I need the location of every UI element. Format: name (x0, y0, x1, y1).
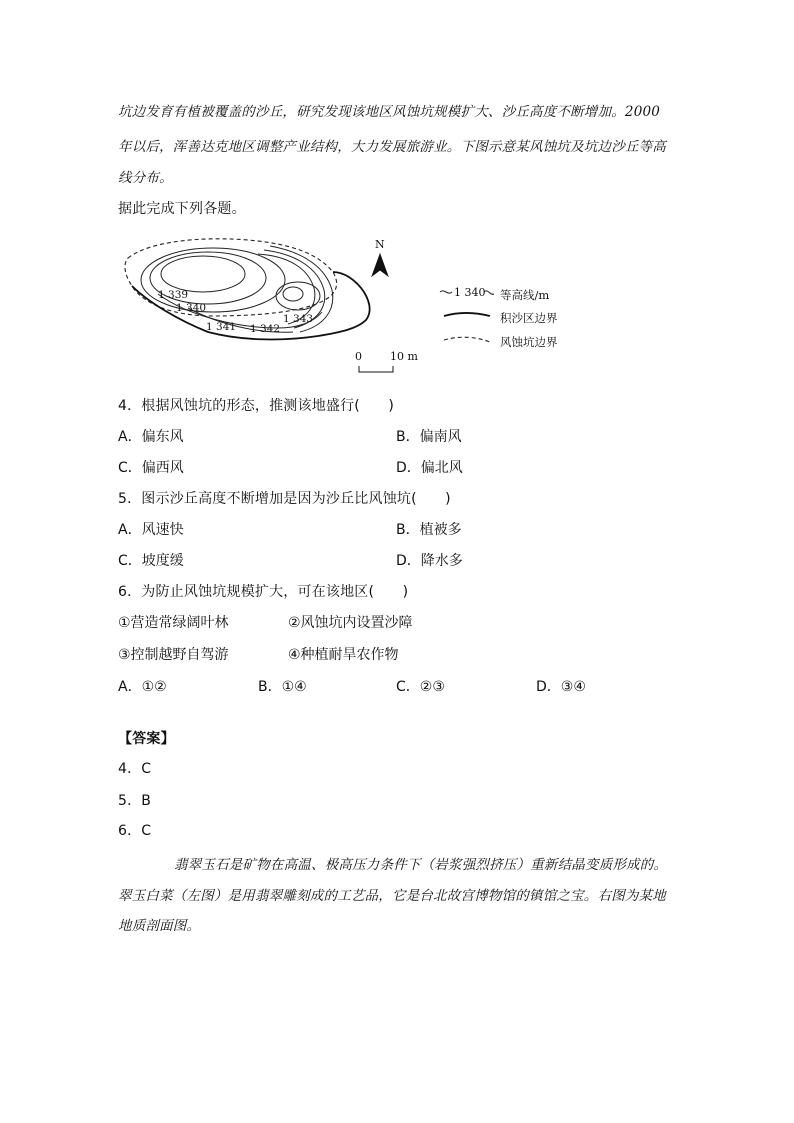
contour-line (283, 287, 303, 301)
question-6-statement-3: ③控制越野自驾游 (118, 647, 229, 663)
instruction-text: 据此完成下列各题。 (118, 201, 246, 217)
intro-line-1: 坑边发育有植被覆盖的沙丘，研究发现该地区风蚀坑规模扩大、沙丘高度不断增加。2000 (118, 104, 661, 120)
question-6-option-c[interactable]: C．②③ (396, 679, 445, 695)
contour-line (141, 248, 285, 312)
north-label: N (375, 238, 385, 251)
question-4-option-c[interactable]: C．偏西风 (118, 460, 184, 476)
contour-label: 1 341 (206, 321, 237, 333)
question-4-stem: 4．根据风蚀坑的形态，推测该地盛行( ) (118, 398, 395, 414)
scale-zero: 0 (355, 350, 362, 363)
question-4-option-a[interactable]: A．偏东风 (118, 429, 184, 445)
question-5-stem: 5．图示沙丘高度不断增加是因为沙丘比风蚀坑( ) (118, 491, 451, 507)
legend-pit-label: 风蚀坑边界 (500, 335, 558, 349)
contour-label: 1 342 (250, 323, 281, 335)
answer-item-4: 4．C (118, 761, 152, 777)
legend-contour-value: 1 340 (454, 286, 486, 299)
legend-contour-sample (484, 291, 494, 294)
question-6-option-a[interactable]: A．①② (118, 679, 167, 695)
legend-contour-label: 等高线/m (500, 288, 550, 302)
question-6-option-d[interactable]: D．③④ (536, 679, 586, 695)
answer-heading: 【答案】 (118, 731, 175, 747)
question-6-stem: 6．为防止风蚀坑规模扩大，可在该地区( ) (118, 584, 409, 600)
answer-item-5: 5．B (118, 793, 152, 809)
legend-contour-sample (440, 291, 452, 293)
legend-deposition-sample (444, 313, 490, 316)
question-6-statement-4: ④种植耐旱农作物 (288, 647, 399, 663)
next-intro-line-2: 翠玉白菜（左图）是用翡翠雕刻成的工艺品，它是台北故宫博物馆的镇馆之宝。右图为某地 (118, 888, 666, 904)
contour-map-svg (118, 232, 568, 382)
next-intro-line-1: 翡翠玉石是矿物在高温、极高压力条件下（岩浆强烈挤压）重新结晶变质形成的。 (174, 857, 668, 873)
question-5-option-c[interactable]: C．坡度缓 (118, 553, 184, 569)
contour-line (161, 256, 245, 292)
contour-label: 1 340 (176, 302, 207, 314)
legend-pit-sample (444, 337, 490, 342)
question-4-option-d[interactable]: D．偏北风 (396, 460, 463, 476)
answer-item-6: 6．C (118, 823, 152, 839)
contour-label: 1 343 (283, 313, 314, 325)
scale-bar (359, 366, 393, 372)
intro-line-2: 年以后，浑善达克地区调整产业结构，大力发展旅游业。下图示意某风蚀坑及坑边沙丘等高 (118, 139, 666, 155)
question-5-option-a[interactable]: A．风速快 (118, 522, 184, 538)
question-4-option-b[interactable]: B．偏南风 (396, 429, 462, 445)
wind-erosion-pit-contour-map (118, 232, 568, 382)
legend-deposition-label: 积沙区边界 (500, 311, 558, 325)
question-6-statement-1: ①营造常绿阔叶林 (118, 615, 229, 631)
intro-line-3: 线分布。 (118, 170, 173, 186)
contour-line (276, 282, 320, 310)
question-6-option-b[interactable]: B．①④ (258, 679, 307, 695)
north-arrow-icon (372, 254, 388, 276)
scale-distance: 10 m (390, 350, 418, 363)
contour-label: 1 339 (158, 289, 189, 301)
next-intro-line-3: 地质剖面图。 (118, 918, 201, 934)
question-6-statement-2: ②风蚀坑内设置沙障 (288, 615, 413, 631)
question-5-option-b[interactable]: B．植被多 (396, 522, 462, 538)
question-5-option-d[interactable]: D．降水多 (396, 553, 463, 569)
